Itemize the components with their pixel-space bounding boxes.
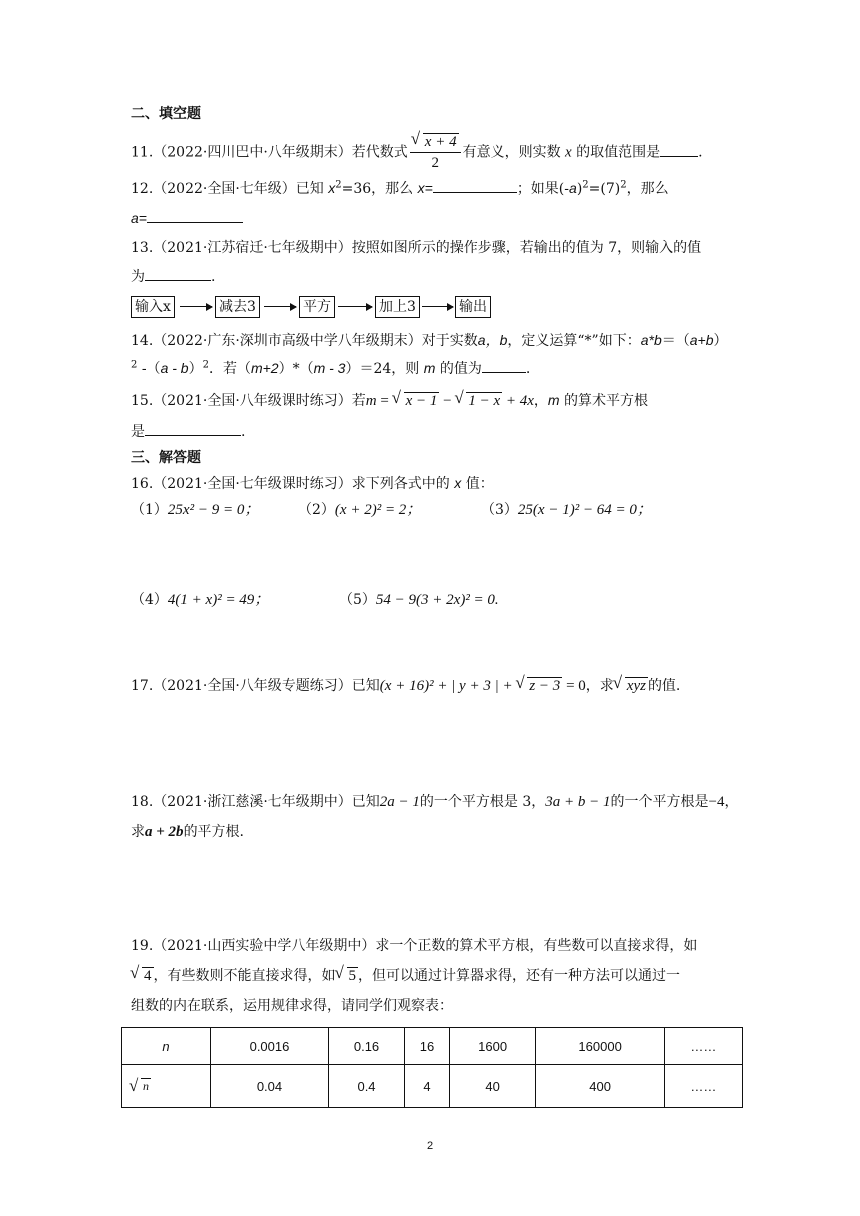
q12-var-a: a: [569, 180, 577, 196]
q16-stem: 16.（2021·全国·七年级课时练习）求下列各式中的: [131, 476, 450, 492]
q18-t1: 的一个平方根是 3，: [419, 794, 546, 810]
q14-t2: ）: [713, 333, 728, 349]
q12-exponent: 2: [335, 179, 342, 191]
q12-stem: 12.（2022·全国·七年级）已知: [131, 181, 324, 197]
q12-eq: =36，那么: [341, 181, 414, 197]
q16-eq-3: 25(x − 1)² − 64 = 0；: [517, 502, 652, 518]
question-12: [131, 178, 669, 199]
flow-arrow-3: [338, 306, 372, 307]
q12-exp-3: 2: [620, 179, 627, 191]
q16-label-1: （1）: [131, 502, 168, 518]
table-cell: 400: [536, 1065, 664, 1108]
q18-stem: 18.（2021·浙江慈溪·七年级期中）已知: [131, 794, 380, 810]
q12-mid: ；如果(-: [516, 181, 570, 197]
q18-expr2: 3a + b − 1: [545, 794, 611, 810]
sqrt-n-radicand: n: [143, 1079, 149, 1093]
q12-a-eq: a=: [131, 210, 147, 226]
q14-t5: ．若（: [208, 361, 251, 377]
q16-var: x: [454, 475, 462, 491]
q14-mm3: m - 3: [313, 360, 346, 376]
flow-box-input: 输入x: [131, 296, 175, 318]
table-head-sqrt-n: [122, 1065, 211, 1108]
question-13-line2: [131, 266, 215, 287]
q18-expr1: 2a − 1: [379, 794, 420, 810]
q15-end: .: [241, 424, 246, 440]
q11-end: .: [698, 144, 703, 161]
q16-eq-1: 25x² − 9 = 0；: [167, 502, 260, 518]
flow-arrow-4: [422, 306, 453, 307]
q16-stem-end: 值：: [465, 476, 494, 492]
q12-paren: ): [576, 181, 583, 197]
question-14: [131, 330, 727, 351]
q17-sqrt: [516, 676, 562, 696]
q15-answer-blank[interactable]: [145, 421, 241, 436]
table-cell: 40: [449, 1065, 536, 1108]
table-cell: 0.16: [328, 1028, 404, 1065]
flow-box-minus3: 减去3: [215, 296, 260, 318]
q18-expr3: −4: [708, 794, 725, 810]
q11-denominator: 2: [431, 155, 439, 171]
q15-plus: + 4x: [502, 393, 534, 409]
q14-t7: ）＝24，则: [345, 361, 420, 377]
question-17: [131, 676, 680, 696]
page-number: 2: [426, 1140, 434, 1152]
table-row: [122, 1065, 743, 1108]
q14-t1: ＝（: [661, 333, 690, 349]
q17-rad: z − 3: [529, 678, 561, 694]
question-16: [131, 473, 494, 494]
question-18: [131, 792, 739, 812]
q14-end: .: [525, 361, 531, 377]
q18-t2: 的一个平方根是: [610, 794, 709, 810]
question-11: [131, 132, 703, 173]
question-15-line2: [131, 421, 245, 442]
table-cell: ……: [664, 1065, 742, 1108]
q16-eq-5: 54 − 9(3 + 2x)² = 0.: [375, 592, 499, 608]
q15-comma: ，: [533, 393, 548, 409]
q14-t6: ）*（: [278, 361, 314, 377]
question-19-line2: [131, 966, 680, 986]
q16-label-5: （5）: [339, 592, 376, 608]
q15-tail: 的算术平方根: [564, 393, 649, 409]
q17-stem: 17.（2021·全国·八年级专题练习）已知: [131, 678, 380, 694]
table-cell: ……: [664, 1028, 742, 1065]
q14-answer-blank[interactable]: [482, 358, 526, 373]
table-cell: 4: [405, 1065, 450, 1108]
q11-tail: 的取值范围是: [576, 144, 661, 161]
q17-eq-end: = 0: [562, 678, 586, 694]
table-row: [122, 1028, 743, 1065]
section-title-solve: 三、解答题: [131, 450, 201, 466]
q16-part-3: [481, 500, 652, 520]
q16-part-2: [298, 500, 421, 520]
table-cell: 0.4: [328, 1065, 404, 1108]
q17-mid: ，求: [585, 678, 614, 694]
q16-label-4: （4）: [131, 592, 168, 608]
q14-text: ，定义运算“*”如下：: [507, 333, 641, 349]
q16-label-3: （3）: [481, 502, 518, 518]
q19-t1: ，有些数则不能直接求得，如: [153, 968, 336, 984]
q14-exp: 2: [131, 359, 138, 371]
q15-minus: −: [439, 393, 456, 409]
q19-rad4: 4: [144, 968, 152, 984]
q14-amb: a - b: [160, 360, 189, 376]
q14-t3: -（: [137, 361, 161, 377]
q13-prefix: 为: [131, 269, 145, 285]
q11-text: 有意义，则实数: [462, 144, 561, 161]
q17-eq: (x + 16)² + | y + 3 | +: [379, 678, 517, 694]
q14-def: a*b: [640, 332, 662, 348]
q12-x-eq: x=: [417, 180, 433, 196]
q18-expr4: a + 2b: [145, 824, 184, 840]
q11-answer-blank[interactable]: [660, 142, 698, 157]
flow-box-output: 输出: [455, 296, 491, 318]
q14-ab: a，b: [477, 332, 508, 348]
q15-stem: 15.（2021·全国·八年级课时练习）若: [131, 393, 366, 409]
table-cell: 0.0016: [211, 1028, 329, 1065]
q14-stem: 14.（2022·广东·深圳市高级中学八年级期末）对于实数: [131, 333, 478, 349]
q15-m: m: [365, 393, 377, 409]
q18-end: 的平方根.: [183, 824, 245, 840]
table-cell: 16: [405, 1028, 450, 1065]
q14-t8: 的值为: [439, 361, 482, 377]
q14-exp2: 2: [202, 359, 209, 371]
q15-eq: =: [376, 393, 393, 409]
q16-eq-2: (x + 2)² = 2；: [334, 502, 422, 518]
question-19-line3: 组数的内在联系，运用规律求得，请同学们观察表：: [131, 998, 453, 1014]
q13-answer-blank[interactable]: [145, 266, 211, 281]
q17-end: 的值.: [647, 678, 681, 694]
q13-end: .: [211, 269, 216, 285]
q12-var-x: x: [328, 180, 336, 196]
q12-mid3: =(7): [588, 181, 621, 197]
q16-part-4: [131, 590, 269, 610]
q11-fraction: [410, 132, 461, 173]
q18-prefix: 求: [131, 824, 145, 840]
question-12-line2: [131, 208, 243, 229]
q16-eq-4: 4(1 + x)² = 49；: [167, 592, 270, 608]
question-18-line2: [131, 822, 244, 842]
q16-part-1: [131, 500, 259, 520]
q12-answer-blank-a[interactable]: [147, 208, 243, 223]
q19-sqrt5: [336, 966, 359, 986]
observation-table: [121, 1027, 743, 1108]
q14-mp2: m+2: [250, 360, 279, 376]
q18-t3: ，: [724, 794, 739, 810]
q11-numerator: x + 4: [424, 134, 457, 150]
sqrt-n-symbol: [130, 1079, 151, 1094]
q12-answer-blank-x[interactable]: [433, 178, 517, 193]
q15-rad1: x − 1: [405, 393, 438, 409]
q12-mid4: ，那么: [626, 181, 669, 197]
q14-apb: a+b: [689, 332, 714, 348]
q17-sqrt2: [614, 676, 648, 696]
table-head-n: n: [122, 1028, 211, 1065]
question-13: 13.（2021·江苏宿迁·七年级期中）按照如图所示的操作步骤，若输出的值为 7，则输入的值: [131, 240, 702, 256]
q15-sqrt2: [455, 391, 502, 411]
flow-arrow-2: [264, 306, 296, 307]
flow-arrow-1: [180, 306, 212, 307]
q15-m2: m: [547, 392, 560, 408]
q15-rad2: 1 − x: [468, 393, 501, 409]
table-cell: 160000: [536, 1028, 664, 1065]
section-title-fill-blank: 二、填空题: [131, 106, 201, 122]
question-19: 19.（2021·山西实验中学八年级期中）求一个正数的算术平方根，有些数可以直接求得，如: [131, 938, 698, 954]
q19-t2: ，但可以通过计算器求得，还有一种方法可以通过一: [358, 968, 680, 984]
question-14-line2: [131, 358, 530, 379]
q15-prefix: 是: [131, 424, 145, 440]
q14-m: m: [423, 360, 436, 376]
q19-sqrt4: [131, 966, 154, 986]
q14-t4: ）: [188, 361, 203, 377]
q16-label-2: （2）: [298, 502, 335, 518]
q12-exp-2: 2: [582, 179, 589, 191]
q11-variable: x: [565, 144, 572, 161]
flow-box-square: 平方: [299, 296, 335, 318]
q17-rad2: xyz: [626, 678, 646, 694]
table-cell: 0.04: [211, 1065, 329, 1108]
flow-box-plus3: 加上3: [375, 296, 420, 318]
q16-part-5: [339, 590, 499, 610]
question-15: [131, 390, 648, 411]
q11-stem: 11.（2022·四川巴中·八年级期末）若代数式: [131, 144, 408, 161]
q19-rad5: 5: [348, 968, 356, 984]
table-cell: 1600: [449, 1028, 536, 1065]
q15-sqrt1: [393, 391, 440, 411]
